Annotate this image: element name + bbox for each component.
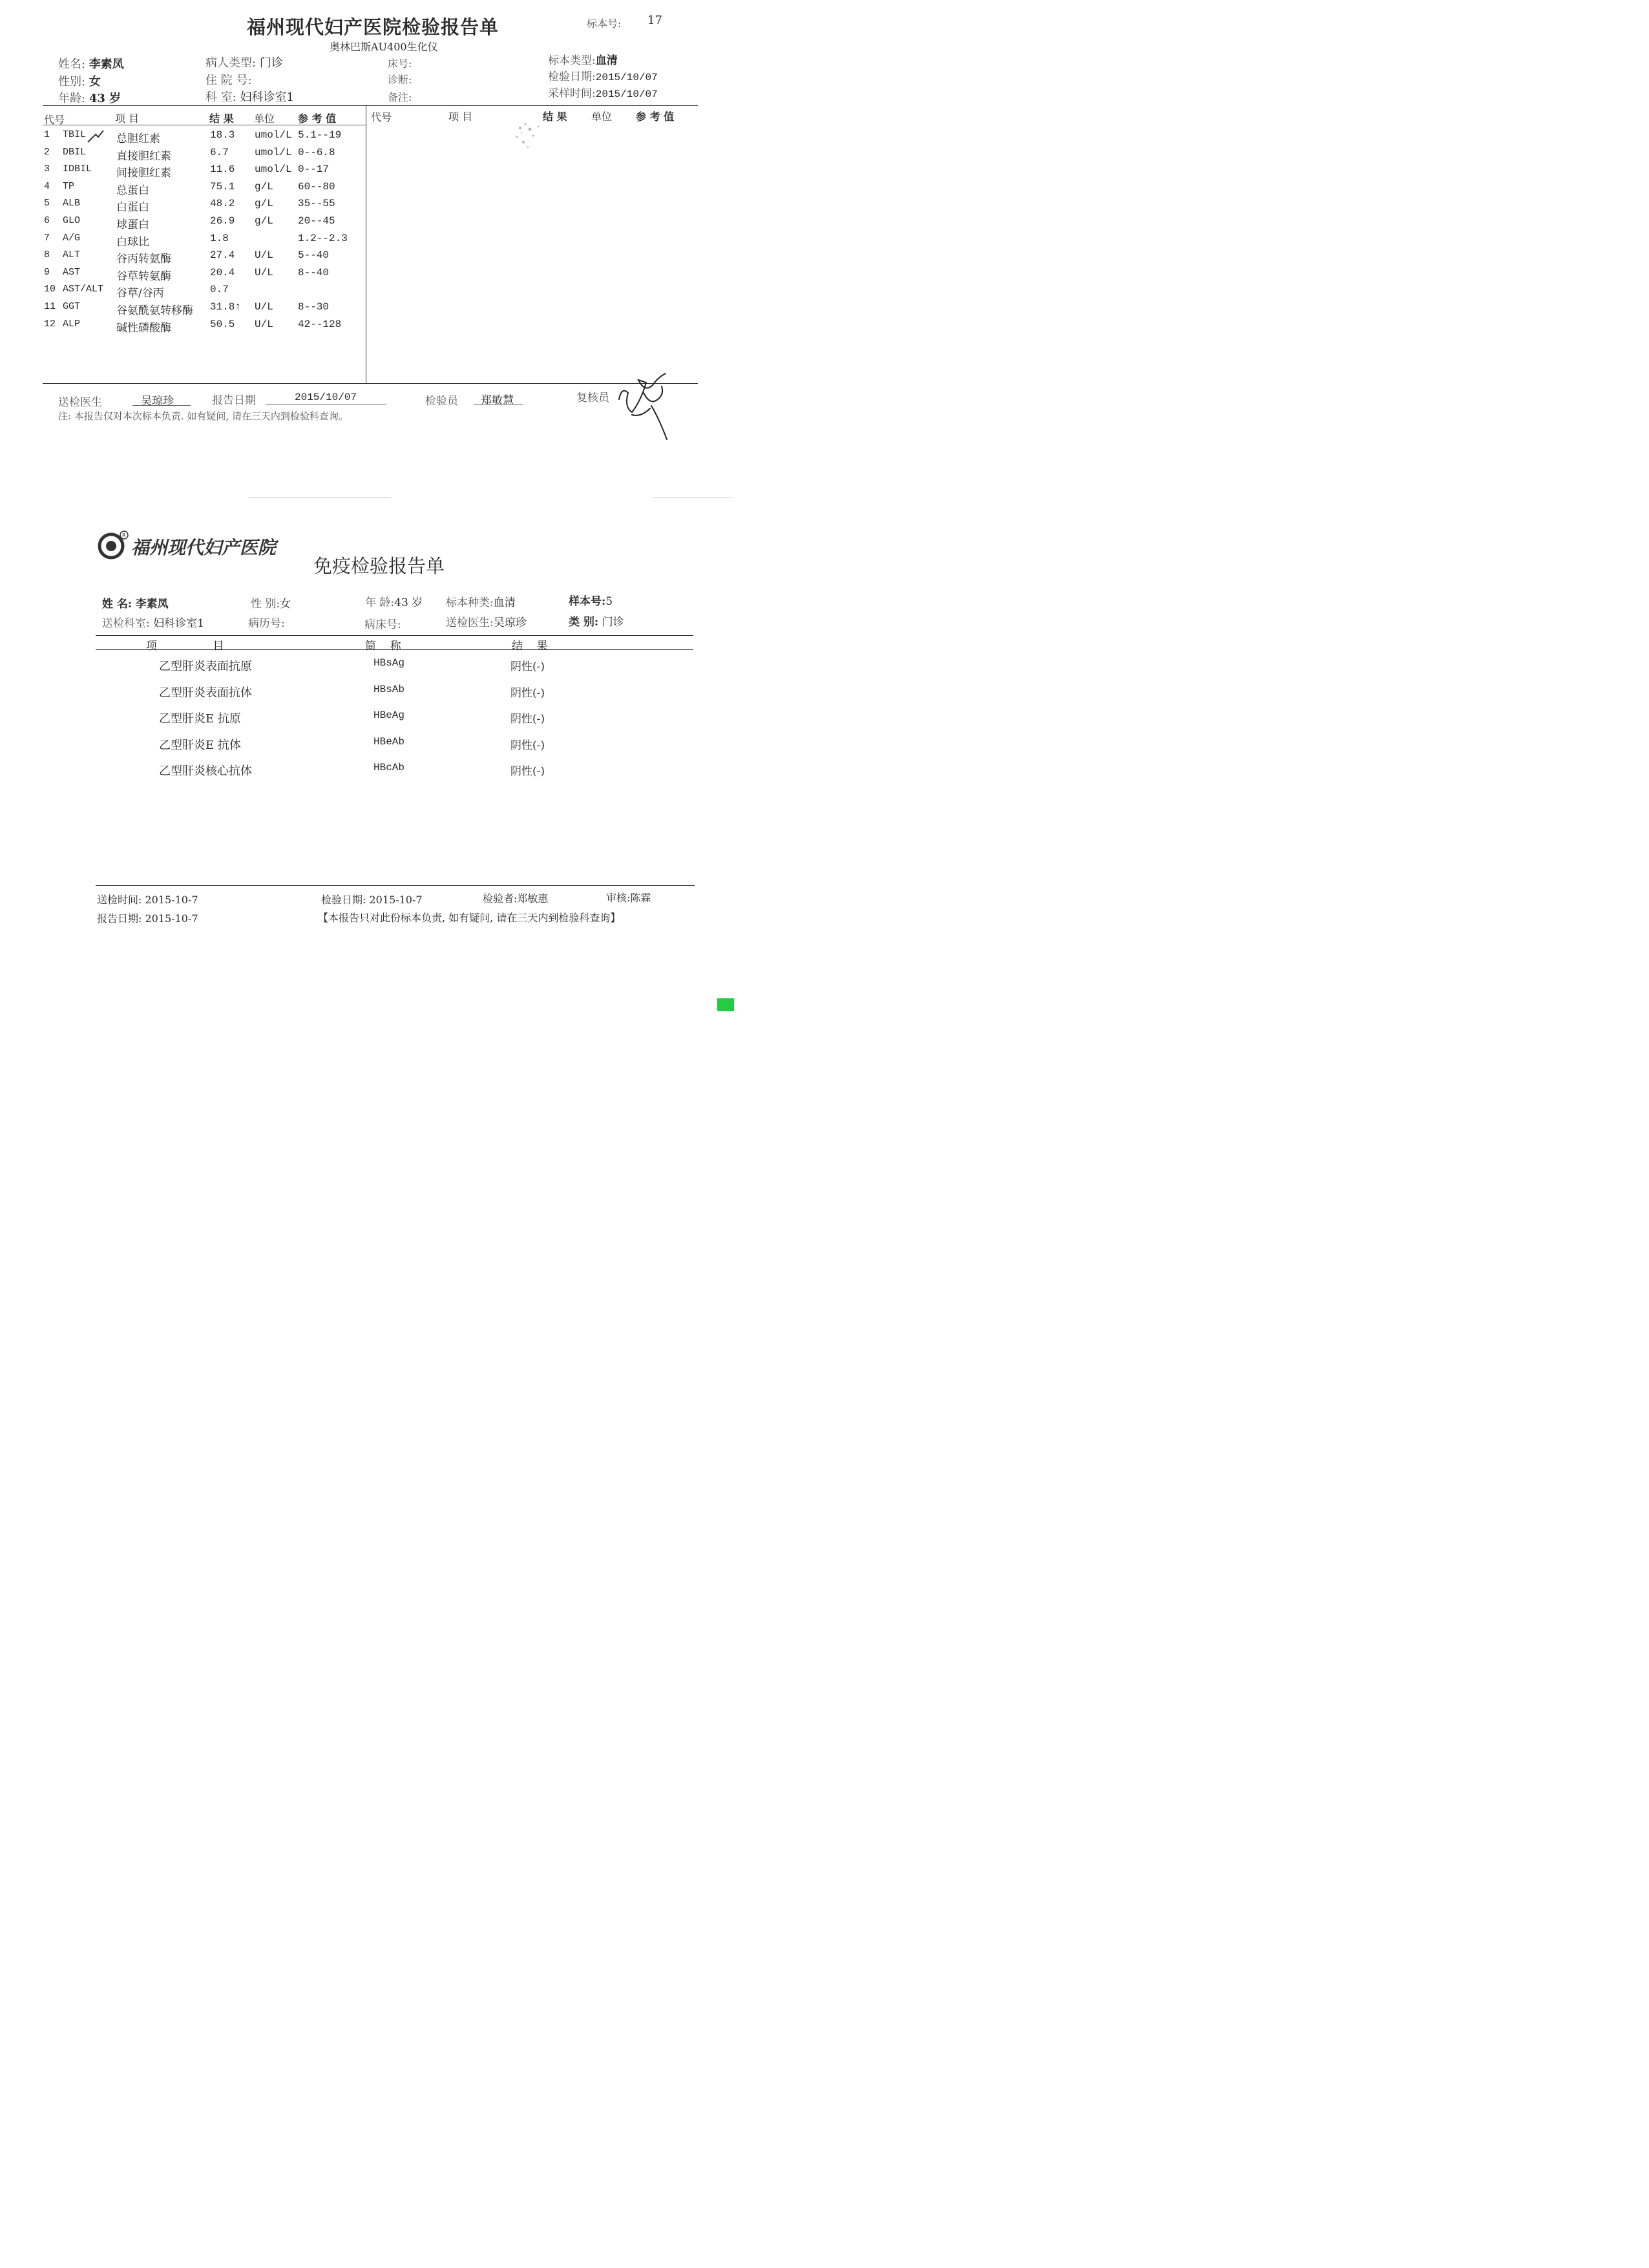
r2-header-result: 结 果 [512,640,548,653]
row-code: AST [63,266,81,278]
age-label: 年龄: [58,92,86,105]
sex-value: 女 [89,75,101,89]
r2-age-value: 43 岁 [394,596,423,609]
corner-marker [717,998,734,1011]
header-unit: 单位 [254,112,275,125]
row-result: 1.8 [210,232,229,244]
row-unit: U/L [255,266,273,278]
test-date-value: 2015/10/07 [595,72,658,83]
row-ref: 8--30 [298,301,330,313]
name-label: 姓名: [58,58,86,71]
remark-label: 备注: [388,91,412,103]
row-code: DBIL [63,146,87,158]
row-result: 0.7 [210,284,229,296]
row-unit: U/L [255,249,273,262]
r2-bed-no-field [364,615,401,631]
r2-doctor-field [446,613,527,629]
row-unit: U/L [255,301,273,313]
row-unit: U/L [255,318,273,330]
row-result: 6.7 [210,146,229,158]
footer-rule [43,383,698,384]
row-unit: umol/L [255,129,292,141]
row-number: 4 [44,180,50,192]
r2-row-result: 阴性(-) [510,739,545,752]
svg-text:R: R [122,532,126,538]
row-code: TBIL [63,129,87,140]
row-code: A/G [63,232,81,244]
specimen-type-field [548,51,618,67]
r2-sample-no-value: 5 [605,595,613,608]
r2-specimen-kind-label: 标本种类: [446,596,494,609]
row-result: 50.5 [210,318,235,330]
row-result: 18.3 [210,129,235,141]
diagnosis-label: 诊断: [388,74,412,86]
dept-value: 妇科诊室1 [240,90,294,104]
specimen-no-label: 标本号: [587,17,622,30]
row-item: 总蛋白 [116,184,149,197]
row-unit: umol/L [255,146,292,158]
row-item: 白球比 [116,235,149,249]
test-date-field [548,67,658,83]
row-code: AST/ALT [63,284,104,295]
row-code: ALT [63,249,81,261]
row-code: GLO [63,215,81,226]
r2-bed-no-label: 病床号: [364,618,401,631]
bed-label: 床号: [388,58,412,70]
r2-specimen-kind-value: 血清 [493,596,516,609]
dept-field [205,88,294,105]
report2-title: 免疫检验报告单 [313,555,445,577]
report1-title: 福州现代妇产医院检验报告单 [247,16,499,38]
r2-row-result: 阴性(-) [510,660,545,673]
r2-sample-no-label: 样本号: [569,595,606,608]
r2-table-top-rule [96,635,693,636]
row-result: 31.8↑ [210,301,242,313]
r2-report-date: 报告日期: 2015-10-7 [97,912,198,925]
specimen-no-value: 17 [647,14,662,27]
reviewer-signature [613,367,672,441]
report-date-label: 报告日期 [212,394,256,407]
r2-category-field [569,613,624,629]
patient-type-value: 门诊 [259,56,283,70]
row-ref: 0--6.8 [298,146,335,158]
dept-label: 科 室: [205,90,236,104]
row-item: 白蛋白 [116,201,149,215]
hospital-name: 福州现代妇产医院 [131,537,277,558]
header-code: 代号 [44,114,65,126]
r2-row-result: 阴性(-) [510,765,545,779]
r2-dept-field [102,614,204,630]
r2-dept-value: 妇科诊室1 [153,617,204,630]
row-item: 谷草转氨酶 [116,269,171,283]
row-number: 2 [44,146,50,158]
r2-sample-no-field [569,592,613,608]
row-number: 3 [44,163,50,175]
sample-time-value: 2015/10/07 [595,89,658,100]
r2-sex-label: 性 别: [251,598,280,611]
row-item: 谷丙转氨酶 [116,253,171,266]
doctor-label: 送检医生 [58,396,102,409]
r2-row-item: 乙型肝炎表面抗体 [159,686,252,700]
row-result: 48.2 [210,198,235,210]
r2-test-date: 检验日期: 2015-10-7 [321,894,423,906]
tester-value: 郑敏慧 [481,394,514,407]
r2-header-item: 项 目 [146,640,224,653]
r2-row-result: 阴性(-) [510,713,545,726]
r2-sex-field [251,594,291,611]
row-number: 1 [44,129,50,140]
row-number: 6 [44,215,50,226]
r2-row-abbr: HBsAg [373,657,405,669]
tester-label: 检验员 [425,395,458,408]
row-number: 9 [44,266,50,278]
report1-note: 注: 本报告仅对本次标本负责. 如有疑问, 请在三天内到检验科查询。 [58,410,348,422]
row-unit: g/L [255,198,273,210]
r2-row-result: 阴性(-) [510,686,545,700]
r2-row-item: 乙型肝炎表面抗原 [159,660,252,673]
row-result: 75.1 [210,180,235,193]
row-unit: g/L [255,215,273,227]
row-item: 总胆红素 [116,132,160,145]
r2-name-field [102,594,169,611]
name-field [58,55,124,72]
row-item: 谷氨酰氨转移酶 [116,304,193,317]
row-number: 11 [44,301,56,312]
header-item: 项 目 [115,112,140,125]
report-date-value: 2015/10/07 [295,392,357,403]
r2-category-value: 门诊 [602,616,624,629]
row-ref: 42--128 [298,318,342,330]
r2-row-abbr: HBeAg [373,709,405,722]
row-ref: 0--17 [298,163,330,176]
r2-row-item: 乙型肝炎E 抗原 [159,712,241,726]
row-number: 12 [44,318,56,330]
r2-header-abbr: 简 称 [365,640,401,653]
test-date-label: 检验日期: [548,70,596,83]
row-item: 碱性磷酸酶 [116,321,171,335]
row-number: 7 [44,232,50,244]
row-ref: 35--55 [298,198,335,210]
row-result: 27.4 [210,249,235,262]
header-item-right: 项 目 [448,110,473,123]
specimen-type-value: 血清 [595,54,618,67]
row-item: 球蛋白 [116,218,149,231]
r2-send-time: 送检时间: 2015-10-7 [97,894,198,906]
r2-record-no-label: 病历号: [248,617,285,630]
r2-age-label: 年 龄: [365,596,395,609]
row-ref: 5.1--19 [298,129,342,141]
r2-category-label: 类 别: [569,616,599,629]
row-code: TP [63,180,75,192]
r2-row-abbr: HBsAb [373,683,405,695]
header-ref: 参 考 值 [298,112,337,125]
r2-note: 【本报告只对此份标本负责, 如有疑问, 请在三天内到检验科查询】 [318,912,621,924]
row-number: 5 [44,198,50,209]
r2-specimen-kind-field [446,593,516,609]
row-number: 8 [44,249,50,261]
row-item: 直接胆红素 [116,149,171,163]
header-unit-right: 单位 [591,110,613,123]
patient-type-field [205,54,283,70]
row-item: 谷草/谷丙 [116,287,164,300]
age-field [58,89,121,106]
header-ref-right: 参 考 值 [636,110,675,123]
header-code-right: 代号 [371,111,392,123]
r2-doctor-label: 送检医生: [446,616,494,629]
row-code: ALB [63,198,81,209]
sex-label: 性别: [58,75,86,89]
row-ref: 60--80 [298,180,335,193]
header-result-right: 结 果 [543,110,567,123]
sex-field [58,72,101,89]
row-unit: g/L [255,180,273,193]
row-result: 11.6 [210,163,235,176]
r2-tester: 检验者:郑敏惠 [483,892,549,905]
r2-table-header-rule [96,649,693,650]
reviewer-label: 复核员 [576,392,609,404]
doctor-underline [132,405,191,406]
r2-name-value: 李素凤 [135,598,169,611]
r2-name-label: 姓 名: [102,598,132,611]
row-result: 26.9 [210,215,235,227]
ink-smudge [507,115,552,158]
row-ref: 5--40 [298,249,330,262]
report1-subtitle: 奥林巴斯AU400生化仪 [330,41,438,53]
name-value: 李素凤 [89,58,124,71]
r2-row-item: 乙型肝炎E 抗体 [159,738,241,752]
r2-dept-label: 送检科室: [102,617,150,630]
row-item: 间接胆红素 [116,167,171,180]
r2-doctor-value: 吴琼珍 [493,616,527,629]
row-result: 20.4 [210,266,235,278]
r2-record-no-field [248,614,285,630]
row-number: 10 [44,284,56,295]
header-result: 结 果 [209,112,234,125]
row-code: GGT [63,301,81,312]
r2-footer-rule [96,885,695,886]
specimen-type-label: 标本类型: [548,54,596,67]
row-code: ALP [63,318,81,330]
patient-type-label: 病人类型: [205,56,257,70]
row-ref: 8--40 [298,266,330,278]
row-ref: 1.2--2.3 [298,232,348,244]
inpatient-no-label: 住 院 号: [205,74,252,87]
table-top-rule [43,105,698,106]
r2-row-abbr: HBeAb [373,735,405,748]
row-ref: 20--45 [298,215,335,227]
inpatient-no-field [205,71,252,88]
doctor-value: 吴琼珍 [141,395,174,408]
r2-row-item: 乙型肝炎核心抗体 [159,764,252,779]
r2-sex-value: 女 [280,598,291,611]
row-code: IDBIL [63,163,92,175]
hospital-logo-icon [96,530,129,560]
sample-time-field [548,84,658,100]
r2-age-field [365,593,423,609]
sample-time-label: 采样时间: [548,87,596,100]
r2-row-abbr: HBcAb [373,762,405,774]
r2-reviewer: 审核:陈霖 [606,892,651,904]
row-unit: umol/L [255,163,292,176]
pen-mark [87,128,106,146]
age-value: 43 岁 [89,92,121,105]
